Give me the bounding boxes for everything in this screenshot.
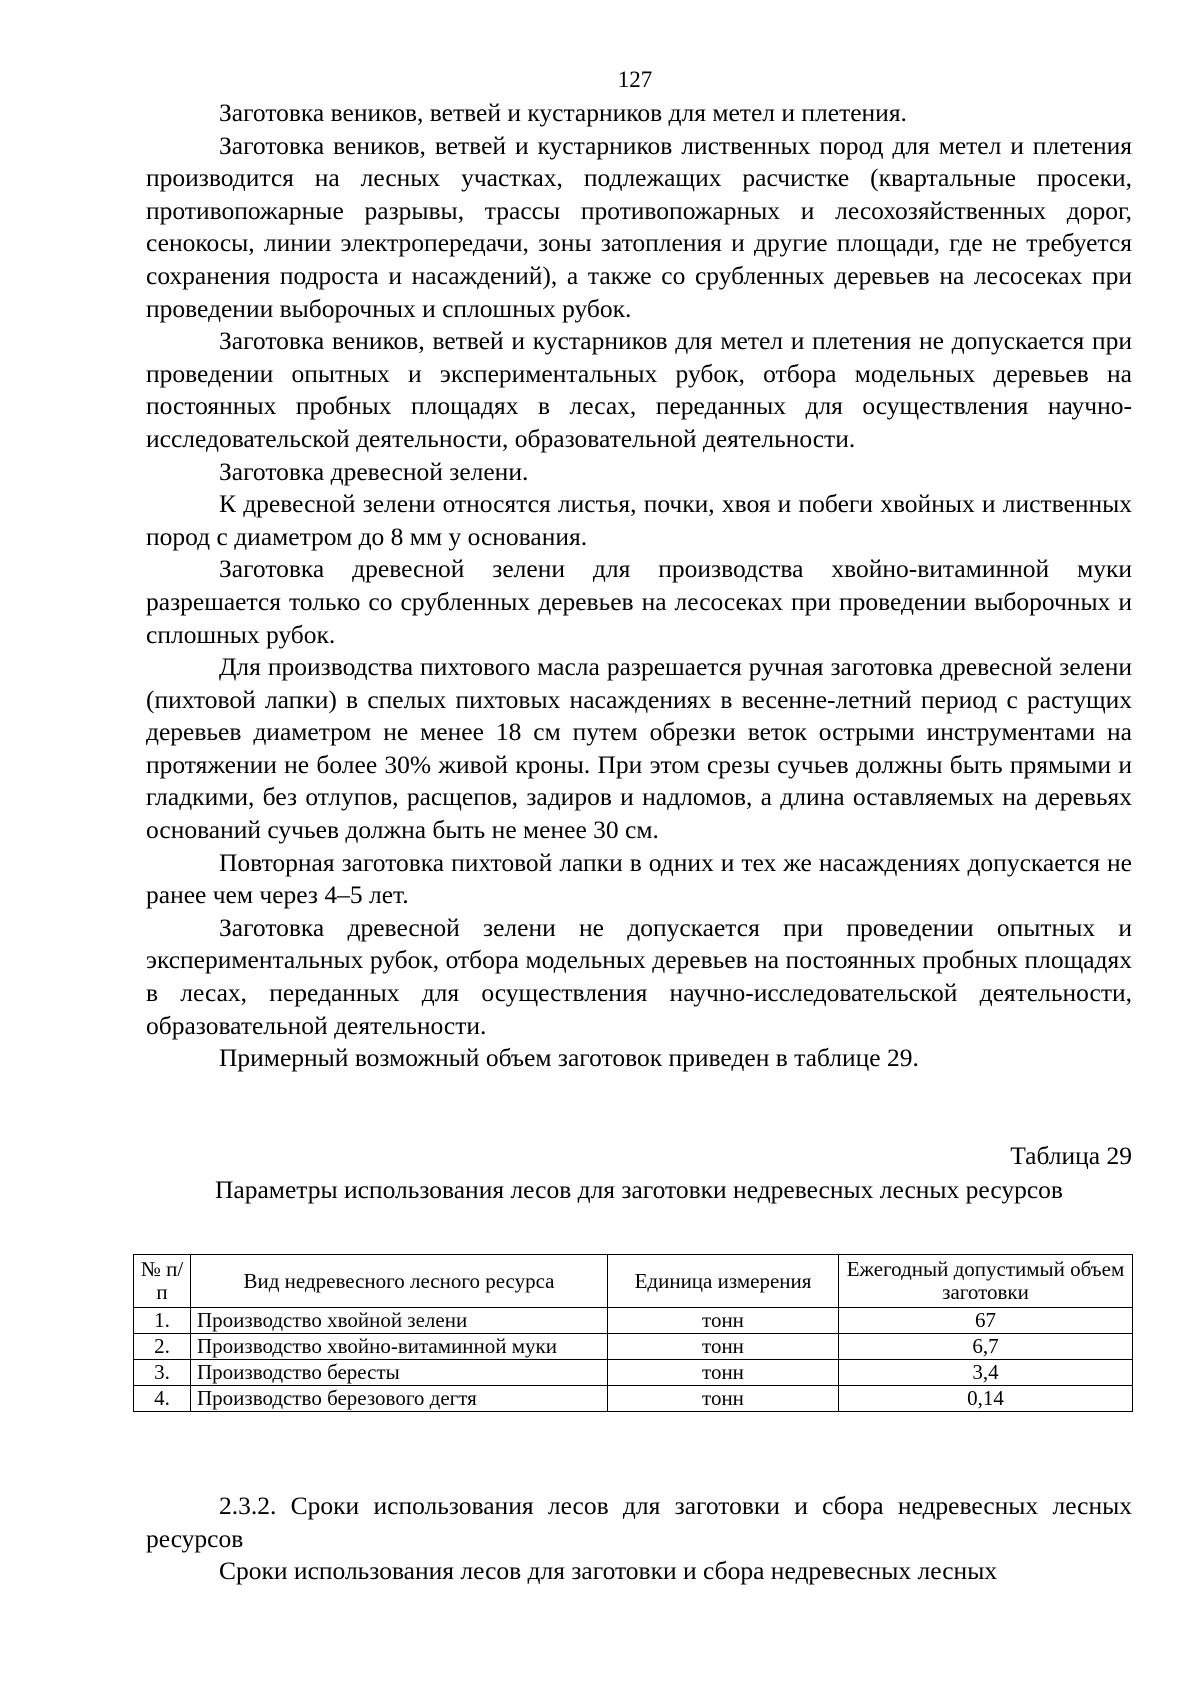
page-number: 127 xyxy=(617,67,653,92)
cell-volume: 3,4 xyxy=(839,1360,1133,1386)
resources-table xyxy=(133,1254,1133,1412)
paragraph-greenery-heading: Заготовка древесной зелени. xyxy=(219,456,529,486)
cell-name: Производство бересты xyxy=(191,1360,608,1386)
cell-num: 4. xyxy=(134,1386,191,1412)
paragraph: К древесной зелени относятся листья, почки, хвоя и побеги хвойных и лиственных пород с диаметром до 8 мм у основания. xyxy=(146,489,1132,551)
table-row xyxy=(134,1360,1133,1386)
header-num: № п/п xyxy=(134,1255,191,1308)
cell-unit: тонн xyxy=(608,1334,839,1360)
table-header-row xyxy=(134,1255,1133,1308)
paragraph: Заготовка древесной зелени для производства хвойно-витаминной муки разрешается только со срубленных деревьев на лесосеках при проведении выборочных и сплошных рубок. xyxy=(146,554,1132,649)
cell-num: 3. xyxy=(134,1360,191,1386)
cell-unit: тонн xyxy=(608,1386,839,1412)
paragraph: Заготовка веников, ветвей и кустарников для метел и плетения не допускается при проведении опытных и экспериментальных рубок, отбора модельных деревьев на постоянных пробных площадях в лесах, переданных для осуществления научно-исследовательской деятельности, образовательной деятельности. xyxy=(146,326,1132,453)
header-name: Вид недревесного лесного ресурса xyxy=(191,1255,608,1308)
body-text xyxy=(146,97,1132,1075)
cell-unit: тонн xyxy=(608,1360,839,1386)
cell-num: 2. xyxy=(134,1334,191,1360)
cell-unit: тонн xyxy=(608,1308,839,1334)
table-row xyxy=(134,1334,1133,1360)
header-unit: Единица измерения xyxy=(608,1255,839,1308)
cell-name: Производство хвойной зелени xyxy=(191,1308,608,1334)
table-row xyxy=(134,1308,1133,1334)
paragraph: Заготовка древесной зелени не допускается при проведении опытных и экспериментальных рубок, отбора модельных деревьев на постоянных пробных площадях в лесах, переданных для осуществления научно-исследовательской деятельности, образовательной деятельности. xyxy=(146,912,1132,1040)
cell-num: 1. xyxy=(134,1308,191,1334)
paragraph: Для производства пихтового масла разрешается ручная заготовка древесной зелени (пихтовой лапки) в спелых пихтовых насаждениях в весенне-летний период с растущих деревьев диаметром не менее 18 см путем обрезки веток острыми инструментами на протяжении не более 30% живой кроны. При этом срезы сучьев должны быть прямыми и гладкими, без отлупов, расщепов, задиров и надломов, а длина оставляемых на деревьях оснований сучьев должна быть не менее 30 см. xyxy=(146,652,1132,845)
paragraph: Повторная заготовка пихтовой лапки в одних и тех же насаждениях допускается не ранее чем через 4–5 лет. xyxy=(146,847,1132,910)
header-volume: Ежегодный допустимый объем заготовки xyxy=(839,1255,1133,1308)
cell-name: Производство березового дегтя xyxy=(191,1386,608,1412)
paragraph-table-reference: Примерный возможный объем заготовок приведен в таблице 29. xyxy=(219,1043,919,1073)
cell-volume: 6,7 xyxy=(839,1334,1133,1360)
table-label: Таблица 29 xyxy=(1010,1141,1132,1170)
cell-volume: 0,14 xyxy=(839,1386,1133,1412)
paragraph-brooms-heading: Заготовка веников, ветвей и кустарников для метел и плетения. xyxy=(219,98,907,127)
paragraph: Заготовка веников, ветвей и кустарников лиственных пород для метел и плетения производится на лесных участках, подлежащих расчистке (квартальные просеки, противопожарные разрывы, трассы противопожарных и лесохозяйственных дорог, сенокосы, линии электропередачи, зоны затопления и другие площади, где не требуется сохранения подроста и насаждений), а также со срубленных деревьев на лесосеках при проведении выборочных и сплошных рубок. xyxy=(146,130,1132,323)
table-row xyxy=(134,1386,1133,1412)
cell-name: Производство хвойно-витаминной муки xyxy=(191,1334,608,1360)
section-text: Сроки использования лесов для заготовки и сбора недревесных лесных xyxy=(219,1556,998,1586)
cell-volume: 67 xyxy=(839,1308,1133,1334)
table-title: Параметры использования лесов для заготовки недревесных лесных ресурсов xyxy=(215,1175,1063,1204)
section-heading: 2.3.2. Сроки использования лесов для заготовки и сбора недревесных лесных ресурсов xyxy=(146,1491,1132,1553)
section-2-3-2 xyxy=(146,1490,1132,1588)
